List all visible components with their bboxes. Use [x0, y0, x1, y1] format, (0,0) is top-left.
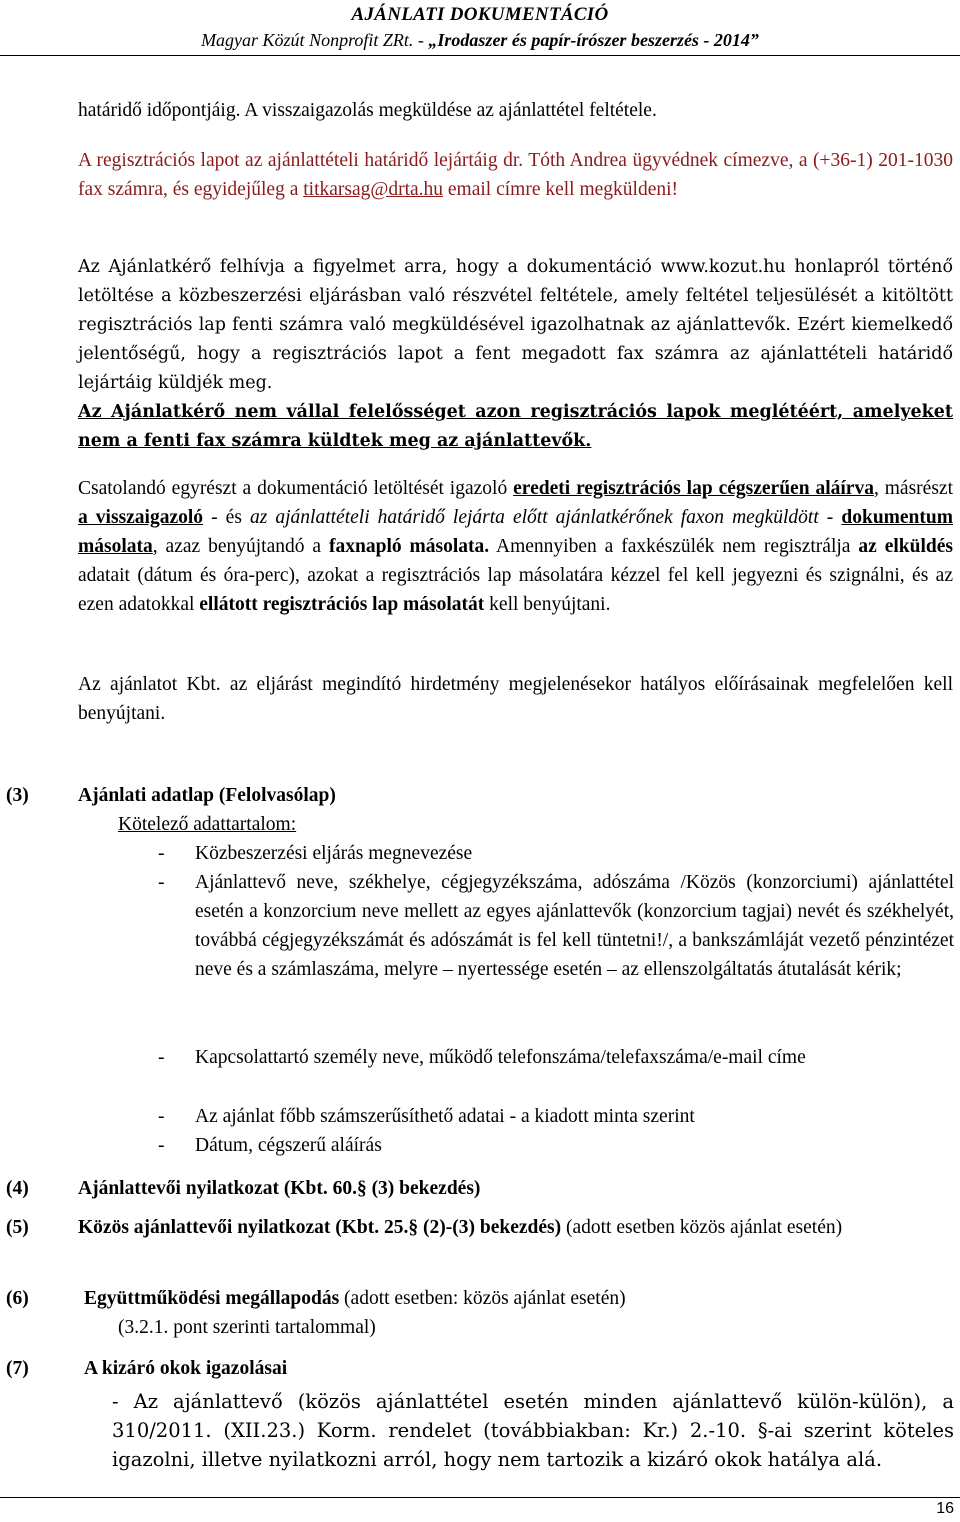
- doc-header-title: AJÁNLATI DOKUMENTÁCIÓ: [351, 4, 609, 25]
- dash-marker: -: [158, 1047, 165, 1068]
- attach-sending: az elküldés: [858, 536, 953, 557]
- page-number: 16: [936, 1500, 954, 1517]
- section-4-title: Ajánlattevői nyilatkozat (Kbt. 60.§ (3) bekezdés): [78, 1178, 481, 1199]
- fax-text: A regisztrációs lapot az ajánlattételi határidő lejártáig dr. Tóth Andrea ügyvédnek címezve, a (+36-1) 201-1030 fax számra, és egyidejűleg a: [78, 150, 953, 200]
- section-7-number: (7): [6, 1358, 29, 1379]
- attach-document-copy: dokumentum másolata: [78, 507, 953, 557]
- list-item-text: Dátum, cégszerű aláírás: [195, 1135, 382, 1156]
- doc-header-subtitle: [0, 30, 960, 51]
- section-5-note: (adott esetben közös ajánlat esetén): [561, 1217, 843, 1238]
- section-3-number: (3): [6, 785, 29, 806]
- section-6-note: (adott esetben: közös ajánlat esetén): [339, 1288, 626, 1309]
- section-5-title: Közös ajánlattevői nyilatkozat (Kbt. 25.§ (2)-(3) bekezdés): [78, 1217, 562, 1238]
- section-3-heading: [6, 781, 336, 810]
- paragraph-download-notice: [78, 253, 953, 456]
- paragraph-registration-fax: [78, 146, 953, 204]
- dash-marker: -: [158, 843, 165, 864]
- section-7-title: A kizáró okok igazolásai: [84, 1358, 288, 1379]
- attach-s15: kell benyújtani.: [484, 594, 611, 615]
- section-6-title: Együttműködési megállapodás: [84, 1288, 340, 1309]
- section-5-number: (5): [6, 1217, 29, 1238]
- list-item: [158, 839, 954, 868]
- attach-s9: , azaz benyújtandó a: [152, 536, 330, 557]
- attach-s7: -: [818, 507, 842, 528]
- paragraph-attachments: [78, 474, 953, 619]
- fax-tail: email címre kell megküldeni!: [443, 179, 679, 200]
- section-6-number: (6): [6, 1288, 29, 1309]
- attach-original-form: eredeti regisztrációs lap cégszerűen aláírva: [513, 478, 874, 499]
- attach-provided-copy: ellátott regisztrációs lap másolatát: [199, 594, 485, 615]
- attach-s3: , másrészt: [873, 478, 953, 499]
- attach-s13: adatait (dátum és óra-perc), azokat a regisztrációs lap másolatára kézzel fel kell jegyezni és szignálni, és az ezen adatokkal: [78, 565, 953, 615]
- dash-marker: -: [158, 872, 165, 893]
- list-item-text: Kapcsolattartó személy neve, működő telefonszáma/telefaxszáma/e-mail címe: [195, 1047, 806, 1068]
- attach-confirmation: a visszaigazoló: [78, 507, 204, 528]
- dash-marker: -: [158, 1135, 165, 1156]
- section-5-heading: [6, 1213, 954, 1242]
- section-3-title: Ajánlati adatlap (Felolvasólap): [78, 785, 336, 806]
- paragraph-confirmation: határidő időpontjáig. A visszaigazolás megküldése az ajánlattétel feltétele.: [78, 100, 657, 121]
- subtitle-prefix: Magyar Közút Nonprofit ZRt. -: [201, 30, 429, 50]
- section-6-line2: (3.2.1. pont szerinti tartalommal): [118, 1317, 376, 1338]
- attach-deadline-fax: az ajánlattételi határidő lejárta előtt ajánlatkérőnek faxon megküldött: [249, 507, 819, 528]
- list-item: [158, 1102, 954, 1131]
- notice-liability: Az Ajánlatkérő nem vállal felelősséget azon regisztrációs lapok meglétéért, amelyeket nem a fenti fax számra küldtek meg az ajánlattevők.: [78, 402, 953, 451]
- subtitle-project: „Irodaszer és papír-írószer beszerzés - 2014”: [428, 30, 759, 50]
- section-7-text: - Az ajánlattevő (közös ajánlattétel esetén minden ajánlattevő külön-külön), a 310/2011. (XII.23.) Korm. rendelet (továbbiakban: Kr.) 2.-10. §-ai szerint köteles igazolni, illetve nyilatkozni arról, hogy nem tartozik a kizáró okok hatálya alá.: [112, 1390, 954, 1471]
- notice-a: Az Ajánlatkérő felhívja a figyelmet arra, hogy a dokumentáció www.kozut.hu honlapról történő letöltése a közbeszerzési eljárásban való részvétel feltétele, amely feltétel teljesülését a kitöltött regisztrációs lap fenti számra való megküldésével igazolhatnak az ajánlattevők.: [78, 257, 953, 335]
- section-4-heading: [6, 1174, 480, 1203]
- attach-fax-log: faxnapló másolata.: [329, 536, 490, 557]
- list-item-text: Az ajánlat főbb számszerűsíthető adatai - a kiadott minta szerint: [195, 1106, 695, 1127]
- notice-b: Ezért kiemelkedő jelentőségű, hogy a regisztrációs lapot a fent megadott fax számra az ajánlattételi határidő lejártáig küldjék meg.: [78, 315, 953, 393]
- section-3-subheading: Kötelező adattartalom:: [118, 814, 297, 835]
- footer-divider: [0, 1497, 960, 1498]
- attach-s1: Csatolandó egyrészt a dokumentáció letöltését igazoló: [78, 478, 514, 499]
- paragraph-submission: Az ajánlatot Kbt. az eljárást megindító hirdetmény megjelenésekor hatályos előírásainak megfelelően kell benyújtani.: [78, 674, 953, 724]
- section-7-heading: [6, 1354, 287, 1383]
- attach-s5: - és: [203, 507, 250, 528]
- list-item: [158, 1131, 954, 1160]
- header-divider: [0, 55, 960, 56]
- list-item-text: Közbeszerzési eljárás megnevezése: [195, 843, 473, 864]
- list-item: [158, 1043, 954, 1072]
- list-item-text: Ajánlattevő neve, székhelye, cégjegyzékszáma, adószáma /Közös (konzorciumi) ajánlattétel esetén a konzorcium neve mellett az egyes ajánlattevők (konzorcium tagjai) nevét és székhelyét, továbbá cégjegyzékszámát és adószámát is fel kell tüntetni!/, a bankszámláját vezető pénzintézet neve és a számlaszáma, melyre – nyertessége esetén – az ellenszolgáltatás átutalását kérik;: [195, 872, 954, 980]
- section-6-heading: [6, 1284, 626, 1313]
- attach-s11: Amennyiben a faxkészülék nem regisztrálja: [489, 536, 859, 557]
- email-link[interactable]: titkarsag@drta.hu: [303, 179, 444, 200]
- section-4-number: (4): [6, 1178, 29, 1199]
- list-item: [158, 868, 954, 984]
- dash-marker: -: [158, 1106, 165, 1127]
